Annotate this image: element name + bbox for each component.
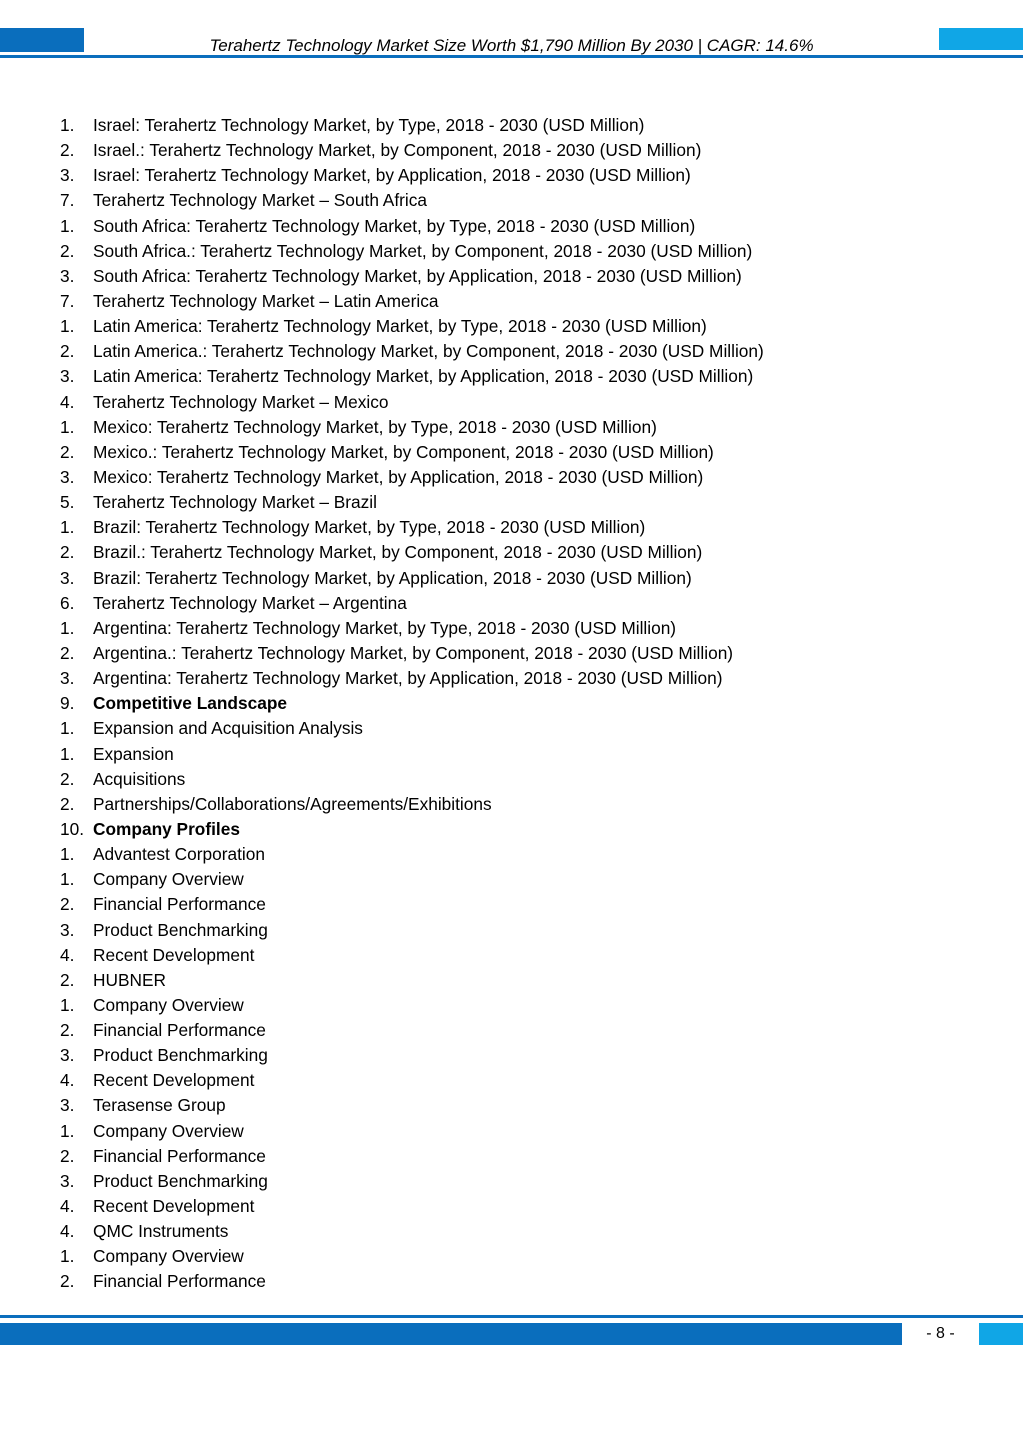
- toc-item: [0, 465, 1023, 490]
- toc-item: [0, 616, 1023, 641]
- toc-item: [0, 716, 1023, 741]
- toc-item-text: Recent Development: [93, 1196, 255, 1217]
- toc-item: [0, 440, 1023, 465]
- toc-item-number: 7.: [60, 290, 75, 311]
- toc-item-number: 1.: [60, 517, 75, 538]
- toc-item: [0, 1194, 1023, 1219]
- toc-item-number: 9.: [60, 693, 75, 714]
- toc-item-text: QMC Instruments: [93, 1221, 229, 1242]
- toc-item: [0, 842, 1023, 867]
- toc-item-text: Company Overview: [93, 1120, 244, 1141]
- toc-item-text: Terahertz Technology Market – Brazil: [93, 492, 377, 513]
- toc-item-text: Expansion and Acquisition Analysis: [93, 718, 363, 739]
- toc-item: [0, 289, 1023, 314]
- toc-item-number: 7.: [60, 190, 75, 211]
- toc-item-number: 4.: [60, 391, 75, 412]
- toc-item-number: 3.: [60, 668, 75, 689]
- toc-item-text: Terahertz Technology Market – Latin America: [93, 290, 439, 311]
- toc-item-text: Terahertz Technology Market – Mexico: [93, 391, 389, 412]
- toc-item-number: 1.: [60, 215, 75, 236]
- toc-item-text: Mexico.: Terahertz Technology Market, by Component, 2018 - 2030 (USD Million): [93, 441, 714, 462]
- toc-item-text: Advantest Corporation: [93, 844, 265, 865]
- toc-item-number: 1.: [60, 743, 75, 764]
- footer-accent-right: [979, 1323, 1023, 1345]
- toc-item-number: 1.: [60, 316, 75, 337]
- toc-item: [0, 943, 1023, 968]
- toc-item: [0, 264, 1023, 289]
- toc-item: [0, 163, 1023, 188]
- toc-item: [0, 993, 1023, 1018]
- toc-item-text: Product Benchmarking: [93, 919, 268, 940]
- toc-item: [0, 1219, 1023, 1244]
- toc-item-number: 10.: [60, 818, 85, 839]
- toc-item: [0, 666, 1023, 691]
- toc-item-text: Terahertz Technology Market – South Africa: [93, 190, 427, 211]
- toc-item-text: Recent Development: [93, 1070, 255, 1091]
- toc-item: [0, 239, 1023, 264]
- page-number: - 8 -: [926, 1325, 955, 1342]
- toc-item-number: 2.: [60, 768, 75, 789]
- toc-item: [0, 591, 1023, 616]
- toc-item-number: 3.: [60, 1045, 75, 1066]
- toc-item: [0, 1018, 1023, 1043]
- toc-item: [0, 339, 1023, 364]
- toc-item: [0, 138, 1023, 163]
- toc-item: [0, 968, 1023, 993]
- toc-item-number: 3.: [60, 265, 75, 286]
- toc-item: [0, 817, 1023, 842]
- toc-item-text: Competitive Landscape: [93, 693, 287, 714]
- toc-item: [0, 540, 1023, 565]
- header-rule: [0, 55, 1023, 58]
- toc-item-text: Latin America: Terahertz Technology Market, by Application, 2018 - 2030 (USD Million): [93, 366, 754, 387]
- toc-item: [0, 1169, 1023, 1194]
- toc-item-text: Acquisitions: [93, 768, 186, 789]
- toc-item: [0, 113, 1023, 138]
- toc-item-text: South Africa.: Terahertz Technology Market, by Component, 2018 - 2030 (USD Million): [93, 240, 753, 261]
- toc-item-number: 2.: [60, 240, 75, 261]
- toc-item-text: Company Overview: [93, 1246, 244, 1267]
- toc-item-number: 2.: [60, 1020, 75, 1041]
- toc-item-number: 2.: [60, 642, 75, 663]
- toc-item-number: 1.: [60, 115, 75, 135]
- toc-item-text: Recent Development: [93, 944, 255, 965]
- toc-item-text: Product Benchmarking: [93, 1170, 268, 1191]
- toc-item: [0, 1244, 1023, 1269]
- toc-item-number: 1.: [60, 994, 75, 1015]
- toc-item: [0, 767, 1023, 792]
- toc-item-number: 2.: [60, 441, 75, 462]
- toc-item-text: Product Benchmarking: [93, 1045, 268, 1066]
- toc-item: [0, 792, 1023, 817]
- toc-item-number: 3.: [60, 165, 75, 186]
- toc-item-number: 1.: [60, 1246, 75, 1267]
- toc-item: [0, 641, 1023, 666]
- toc-item-text: Brazil: Terahertz Technology Market, by Application, 2018 - 2030 (USD Million): [93, 567, 692, 588]
- toc-item: [0, 490, 1023, 515]
- toc-item-text: Israel.: Terahertz Technology Market, by Component, 2018 - 2030 (USD Million): [93, 140, 702, 161]
- toc-item-text: Argentina.: Terahertz Technology Market, by Component, 2018 - 2030 (USD Million): [93, 642, 734, 663]
- toc-item-text: Terahertz Technology Market – Argentina: [93, 592, 407, 613]
- toc-item-number: 2.: [60, 1145, 75, 1166]
- header-accent-right: [939, 28, 1023, 50]
- toc-item-text: Financial Performance: [93, 1020, 266, 1041]
- toc-item: [0, 515, 1023, 540]
- toc-item-text: Argentina: Terahertz Technology Market, by Type, 2018 - 2030 (USD Million): [93, 617, 677, 638]
- toc-item: [0, 1269, 1023, 1294]
- toc-item-number: 3.: [60, 466, 75, 487]
- toc-item-text: Terasense Group: [93, 1095, 226, 1116]
- toc-item-text: Mexico: Terahertz Technology Market, by Application, 2018 - 2030 (USD Million): [93, 466, 704, 487]
- toc-item-text: Expansion: [93, 743, 174, 764]
- toc-item: [0, 867, 1023, 892]
- toc-item-number: 3.: [60, 1170, 75, 1191]
- toc-item: [0, 1093, 1023, 1118]
- toc-item-number: 1.: [60, 718, 75, 739]
- toc-item-number: 2.: [60, 341, 75, 362]
- toc-item: [0, 314, 1023, 339]
- toc-item: [0, 1068, 1023, 1093]
- toc-item: [0, 918, 1023, 943]
- toc-item: [0, 364, 1023, 389]
- toc-item-number: 4.: [60, 1221, 75, 1242]
- toc-item-text: Brazil: Terahertz Technology Market, by Type, 2018 - 2030 (USD Million): [93, 517, 646, 538]
- toc-item-number: 1.: [60, 1120, 75, 1141]
- toc-item-number: 1.: [60, 416, 75, 437]
- toc-item-text: Company Overview: [93, 994, 244, 1015]
- toc-item-number: 3.: [60, 366, 75, 387]
- toc-item: [0, 1144, 1023, 1169]
- toc-item-number: 1.: [60, 617, 75, 638]
- header-title: Terahertz Technology Market Size Worth $1,790 Million By 2030 | CAGR: 14.6%: [209, 36, 814, 55]
- toc-item-text: Financial Performance: [93, 1145, 266, 1166]
- toc-item: [0, 188, 1023, 213]
- toc-item-text: Financial Performance: [93, 894, 266, 915]
- toc-item-number: 2.: [60, 542, 75, 563]
- toc-item-number: 1.: [60, 869, 75, 890]
- toc-item: [0, 214, 1023, 239]
- toc-item: [0, 390, 1023, 415]
- toc-item-number: 2.: [60, 140, 75, 161]
- toc-item: [0, 892, 1023, 917]
- toc-item-number: 5.: [60, 492, 75, 513]
- toc-item-text: Company Overview: [93, 869, 244, 890]
- toc-item-number: 4.: [60, 1196, 75, 1217]
- toc-item-text: Latin America.: Terahertz Technology Market, by Component, 2018 - 2030 (USD Million): [93, 341, 764, 362]
- table-of-contents: [0, 113, 1023, 1295]
- footer-rule: [0, 1315, 1023, 1318]
- toc-item-text: South Africa: Terahertz Technology Market, by Application, 2018 - 2030 (USD Million): [93, 265, 742, 286]
- header-accent-left: [0, 28, 84, 52]
- toc-item-text: Israel: Terahertz Technology Market, by Application, 2018 - 2030 (USD Million): [93, 165, 691, 186]
- toc-item-number: 4.: [60, 1070, 75, 1091]
- toc-item-number: 2.: [60, 1271, 75, 1292]
- toc-item: [0, 415, 1023, 440]
- toc-item-number: 3.: [60, 1095, 75, 1116]
- toc-item-text: Israel: Terahertz Technology Market, by Type, 2018 - 2030 (USD Million): [93, 115, 645, 135]
- toc-item-text: Financial Performance: [93, 1271, 266, 1292]
- toc-item-number: 6.: [60, 592, 75, 613]
- toc-item: [0, 742, 1023, 767]
- toc-item-text: Mexico: Terahertz Technology Market, by Type, 2018 - 2030 (USD Million): [93, 416, 657, 437]
- toc-item-number: 2.: [60, 894, 75, 915]
- toc-item-number: 3.: [60, 919, 75, 940]
- toc-item-text: HUBNER: [93, 969, 166, 990]
- toc-item: [0, 1119, 1023, 1144]
- toc-item-number: 2.: [60, 969, 75, 990]
- toc-item: [0, 691, 1023, 716]
- toc-item-text: Company Profiles: [93, 818, 240, 839]
- toc-item-number: 4.: [60, 944, 75, 965]
- toc-item: [0, 566, 1023, 591]
- toc-item-number: 3.: [60, 567, 75, 588]
- toc-item-text: Latin America: Terahertz Technology Market, by Type, 2018 - 2030 (USD Million): [93, 316, 707, 337]
- toc-item-text: South Africa: Terahertz Technology Market, by Type, 2018 - 2030 (USD Million): [93, 215, 696, 236]
- toc-item: [0, 1043, 1023, 1068]
- toc-item-text: Argentina: Terahertz Technology Market, by Application, 2018 - 2030 (USD Million): [93, 668, 723, 689]
- toc-item-number: 1.: [60, 844, 75, 865]
- toc-item-text: Partnerships/Collaborations/Agreements/Exhibitions: [93, 793, 492, 814]
- toc-item-text: Brazil.: Terahertz Technology Market, by Component, 2018 - 2030 (USD Million): [93, 542, 703, 563]
- toc-item-number: 2.: [60, 793, 75, 814]
- footer-accent-bar: [0, 1323, 902, 1345]
